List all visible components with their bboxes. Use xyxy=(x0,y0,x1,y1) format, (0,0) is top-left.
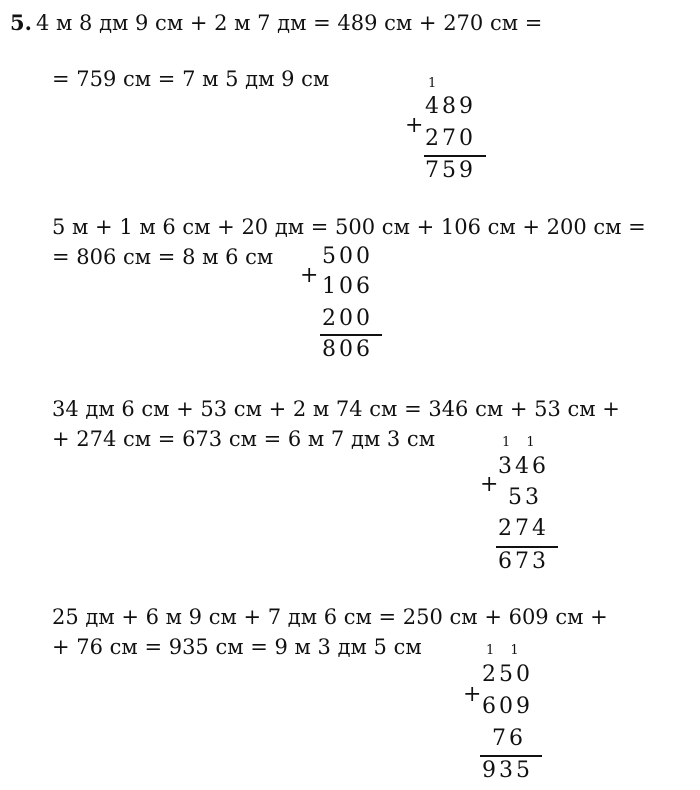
addend: 270 xyxy=(425,126,476,151)
equation-line: 5 м + 1 м 6 см + 20 дм = 500 см + 106 см + 200 см = xyxy=(52,215,646,239)
plus-sign: + xyxy=(463,682,482,707)
plus-sign: + xyxy=(405,113,424,138)
carry-digits: 1 xyxy=(428,76,443,91)
equation-line: 4 м 8 дм 9 см + 2 м 7 дм = 489 см + 270 см = xyxy=(36,11,543,35)
sum-result: 673 xyxy=(498,549,549,574)
addend: 53 xyxy=(498,485,542,510)
addend: 200 xyxy=(322,306,373,331)
addend: 106 xyxy=(322,274,373,299)
sum-result: 935 xyxy=(482,758,533,783)
addend: 609 xyxy=(482,694,533,719)
addend: 76 xyxy=(482,726,526,751)
plus-sign: + xyxy=(480,472,499,497)
equation-line: 34 дм 6 см + 53 см + 2 м 74 см = 346 см + 53 см + xyxy=(52,397,620,421)
equation-line: = 806 см = 8 м 6 см xyxy=(52,245,274,269)
task-number: 5. xyxy=(10,10,32,35)
addend: 346 xyxy=(498,454,549,479)
equation-line: = 759 см = 7 м 5 дм 9 см xyxy=(52,67,330,91)
equation-line: + 76 см = 935 см = 9 м 3 дм 5 см xyxy=(52,635,422,659)
addend: 500 xyxy=(322,244,373,269)
equation-line: 25 дм + 6 м 9 см + 7 дм 6 см = 250 см + 609 см + xyxy=(52,605,608,629)
plus-sign: + xyxy=(300,263,319,288)
addend: 274 xyxy=(498,516,549,541)
sum-result: 759 xyxy=(425,158,476,183)
addend: 489 xyxy=(425,94,476,119)
carry-digits: 1 1 xyxy=(502,435,541,450)
addend: 250 xyxy=(482,662,533,687)
carry-digits: 1 1 xyxy=(486,643,525,658)
sum-result: 806 xyxy=(322,337,373,362)
equation-line: + 274 см = 673 см = 6 м 7 дм 3 см xyxy=(52,427,436,451)
